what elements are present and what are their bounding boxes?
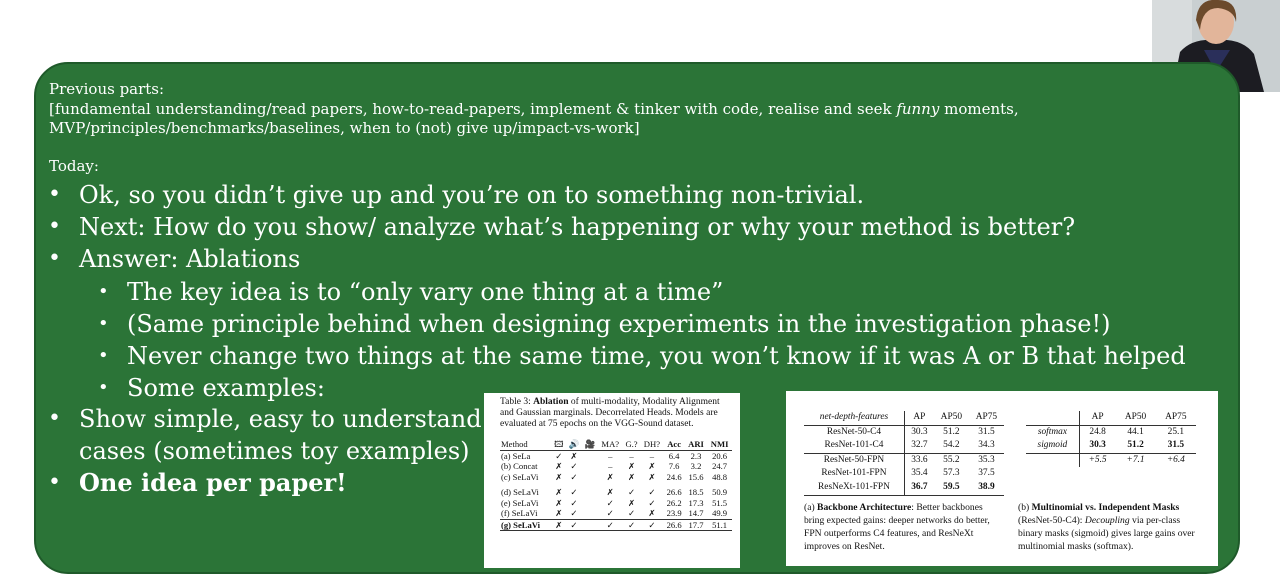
sub-bullet-marker: • xyxy=(98,345,109,366)
table-row: ResNeXt-101-FPN 36.7 59.5 38.9 xyxy=(804,481,1004,495)
bullet-marker: • xyxy=(48,214,61,239)
previous-parts-heading: Previous parts: xyxy=(49,80,165,98)
ablation-table-image xyxy=(484,393,740,568)
bullet-text-line-2: cases (sometimes toy examples) xyxy=(79,437,470,465)
sub-bullet-marker: • xyxy=(98,377,109,398)
column-header: DH? xyxy=(640,439,663,450)
bullet-marker: • xyxy=(48,246,61,271)
table-row: (e) SeLaVi ✗ ✓ ✓ ✗ ✓ 26.2 17.3 51.5 xyxy=(501,497,728,508)
column-header: MA? xyxy=(598,439,623,450)
bullet-text: Ok, so you didn’t give up and you’re on to something non-trivial. xyxy=(79,181,865,209)
table-row: (d) SeLaVi ✗ ✓ ✗ ✓ ✓ 26.6 18.5 50.9 xyxy=(501,487,728,497)
table-row: (a) SeLa ✓ ✗ – – – 6.4 2.3 20.6 xyxy=(501,450,728,461)
video-modality-icon: 🎥 xyxy=(582,439,598,450)
column-header: NMI xyxy=(707,439,732,450)
column-header: AP50 xyxy=(934,411,969,425)
column-header: AP xyxy=(904,411,933,425)
table-row: (b) Concat ✗ ✓ – ✗ ✗ 7.6 3.2 24.7 xyxy=(501,461,728,471)
image-modality-icon: 🖾 xyxy=(552,439,566,450)
audio-modality-icon: 🔊 xyxy=(566,439,582,450)
table-row: ResNet-50-C4 30.3 51.2 31.5 xyxy=(804,425,1004,439)
backbone-masks-table-image xyxy=(786,391,1218,566)
bullet-marker: • xyxy=(48,406,61,431)
column-header: AP75 xyxy=(969,411,1004,425)
bullet-text: Answer: Ablations xyxy=(79,245,301,273)
column-header: AP50 xyxy=(1115,411,1155,425)
sub-bullet-text: Some examples: xyxy=(127,374,325,402)
previous-parts-line-1: [fundamental understanding/read papers, how-to-read-papers, implement & tinker with code, realise and seek funny moments, xyxy=(49,100,1019,118)
table-row: sigmoid 30.3 51.2 31.5 xyxy=(1026,439,1196,453)
sub-bullet-text: Never change two things at the same time, you won’t know if it was A or B that helped xyxy=(127,342,1186,370)
column-header: Method xyxy=(500,439,552,450)
table-row-highlight: (g) SeLaVi ✗ ✓ ✓ ✓ ✓ 26.6 17.7 51.1 xyxy=(500,519,732,531)
backbone-table xyxy=(804,411,1004,496)
backbone-caption: (a) Backbone Architecture: Better backbones bring expected gains: deeper networks do better, FPN outperforms C4 features, and ResNeXt improves on ResNet. xyxy=(804,502,990,552)
previous-parts-line-2: MVP/principles/benchmarks/baselines, when to (not) give up/impact-vs-work] xyxy=(49,119,640,137)
bullet-text-line-1: Show simple, easy to understand xyxy=(79,405,482,433)
table-row: ResNet-101-C4 32.7 54.2 34.3 xyxy=(804,439,1004,453)
column-header xyxy=(1026,411,1079,425)
ablation-table xyxy=(500,439,732,531)
bullet-marker: • xyxy=(48,470,61,495)
column-header: Acc xyxy=(663,439,684,450)
table-row: (c) SeLaVi ✗ ✓ ✗ ✗ ✗ 24.6 15.6 48.8 xyxy=(501,471,728,482)
masks-caption: (b) Multinomial vs. Independent Masks (ResNet-50-C4): Decoupling via per-class binary masks (sigmoid) gives large gains over multinomial masks (softmax). xyxy=(1018,502,1195,552)
sub-bullet-text: The key idea is to “only vary one thing at a time” xyxy=(127,278,724,306)
sub-bullet-marker: • xyxy=(98,313,109,334)
table-row: ResNet-50-FPN 33.6 55.2 35.3 xyxy=(804,453,1004,467)
table-row: (f) SeLaVi ✗ ✓ ✓ ✓ ✗ 23.9 14.7 49.9 xyxy=(501,508,728,518)
table-row: softmax 24.8 44.1 25.1 xyxy=(1026,425,1196,439)
sub-bullet-text: (Same principle behind when designing experiments in the investigation phase!) xyxy=(127,310,1111,338)
bullet-text-bold: One idea per paper! xyxy=(79,468,347,497)
bullet-text: Next: How do you show/ analyze what’s happening or why your method is better? xyxy=(79,213,1076,241)
table-row: ResNet-101-FPN 35.4 57.3 37.5 xyxy=(804,467,1004,481)
column-header: ARI xyxy=(685,439,707,450)
column-header: AP75 xyxy=(1156,411,1196,425)
column-header: AP xyxy=(1079,411,1115,425)
column-header: net-depth-features xyxy=(804,411,904,425)
bullet-marker: • xyxy=(48,182,61,207)
table-row: +5.5 +7.1 +6.4 xyxy=(1026,453,1196,467)
column-header: G.? xyxy=(623,439,641,450)
sub-bullet-marker: • xyxy=(98,281,109,302)
today-heading: Today: xyxy=(49,157,99,175)
masks-table xyxy=(1026,411,1196,467)
table-caption: Table 3: Ablation of multi-modality, Modality Alignment and Gaussian marginals. Decorrelated Heads. Models are evaluated at 75 epochs on the VGG-Sound dataset. xyxy=(500,397,720,429)
